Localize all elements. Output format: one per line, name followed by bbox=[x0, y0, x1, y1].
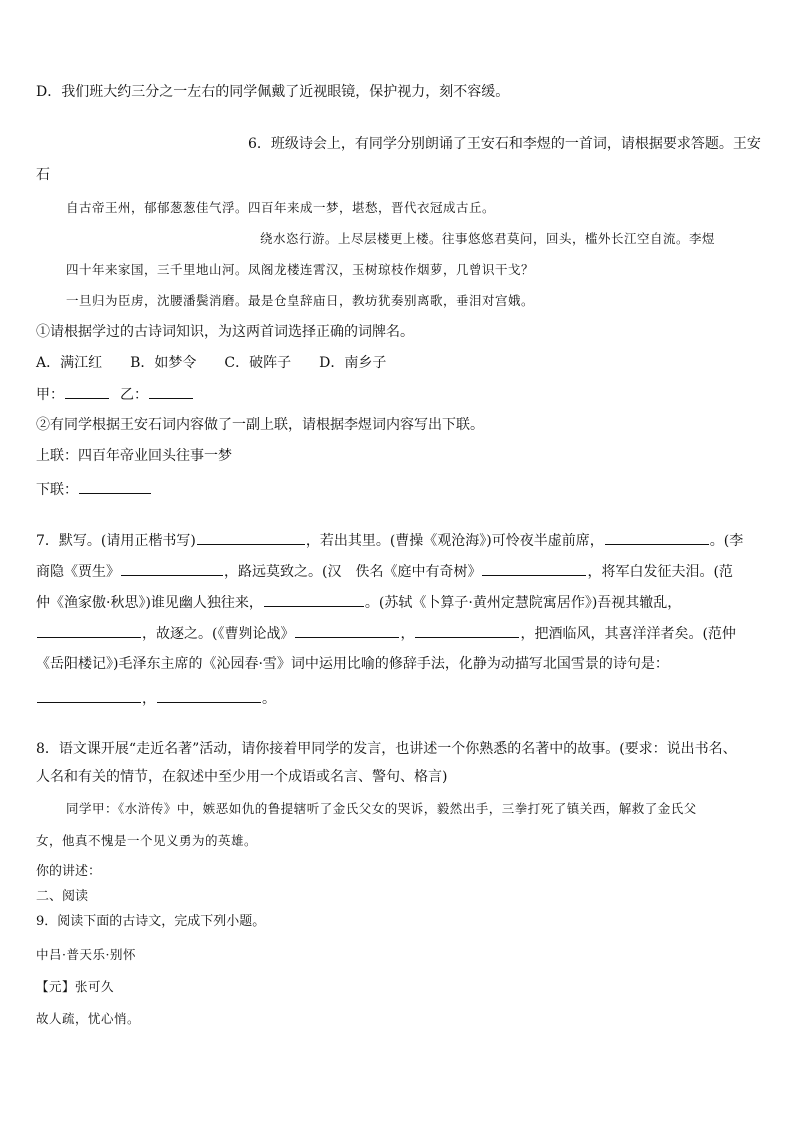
question-7-line-3 bbox=[36, 592, 681, 613]
question-6-stem-cont: 石 bbox=[36, 167, 50, 183]
q7-text-11: ，把酒临风，其喜洋洋者矣。(范仲 bbox=[520, 626, 736, 642]
poem-title: 中吕·普天乐·别怀 bbox=[36, 947, 136, 962]
student-speech: 同学甲：《水浒传》中，嫉恶如仇的鲁提辖听了金氏父女的哭诉，毅然出手，三拳打死了镇关西，解救了金氏父 bbox=[66, 801, 697, 816]
answer-yi bbox=[120, 384, 194, 405]
section-two-heading: 二、阅读 bbox=[36, 889, 89, 904]
question-8-stem: 8．语文课开展“走近名著”活动，请你接着甲同学的发言，也讲述一个你熟悉的名著中的故事。(要求：说出书名、 bbox=[36, 741, 737, 757]
q7-text-12: ， bbox=[142, 691, 156, 707]
option-d: D．我们班大约三分之一左右的同学佩戴了近视眼镜，保护视力，刻不容缓。 bbox=[36, 84, 510, 100]
question-9-stem: 9．阅读下面的古诗文，完成下列小题。 bbox=[36, 914, 266, 929]
q7-blank-3[interactable] bbox=[121, 561, 223, 576]
q7-text-4: 商隐《贾生》 bbox=[36, 564, 120, 580]
poem-first-line: 故人疏，忧心悄。 bbox=[36, 1011, 141, 1026]
q7-text-7: 仲《渔家傲·秋思》)谁见幽人独往来， bbox=[36, 595, 263, 611]
question-7-line-5: 《岳阳楼记》)毛泽东主席的《沁园春·雪》词中运用比喻的修辞手法，化静为动描写北国雪景的诗句是： bbox=[36, 656, 669, 672]
lower-couplet-label: 下联： bbox=[36, 482, 78, 498]
q7-text-3: 。(李 bbox=[709, 533, 744, 549]
upper-couplet: 上联：四百年帝业回头往事一梦 bbox=[36, 448, 232, 464]
q7-text-10: ， bbox=[400, 626, 415, 642]
question-6-part-2: ②有同学根据王安石词内容做了一副上联，请根据李煜词内容写出下联。 bbox=[36, 417, 484, 433]
q7-blank-2[interactable] bbox=[605, 530, 709, 545]
q7-blank-6[interactable] bbox=[37, 623, 141, 638]
q7-text-13: 。 bbox=[262, 691, 276, 707]
q7-blank-4[interactable] bbox=[482, 561, 586, 576]
question-7-line-6 bbox=[36, 688, 276, 709]
question-7-line-2 bbox=[36, 561, 733, 582]
q7-blank-7[interactable] bbox=[295, 623, 399, 638]
question-6-stem: 6．班级诗会上，有同学分别朗诵了王安石和李煜的一首词，请根据要求答题。王安 bbox=[248, 136, 761, 152]
answer-yi-label: 乙： bbox=[120, 387, 148, 403]
question-8-stem-cont: 人名和有关的情节，在叙述中至少用一个成语或名言、警句、格言) bbox=[36, 769, 448, 785]
student-speech-cont: 女，他真不愧是一个见义勇为的英雄。 bbox=[36, 833, 258, 848]
q7-text-1: 7．默写。(请用正楷书写) bbox=[36, 533, 196, 549]
poem-line-4: 一旦归为臣虏，沈腰潘鬓消磨。最是仓皇辞庙日，教坊犹奏别离歌，垂泪对宫娥。 bbox=[66, 293, 535, 308]
lower-couplet-blank[interactable] bbox=[79, 479, 151, 494]
answer-jia-blank[interactable] bbox=[65, 384, 109, 399]
q7-blank-10[interactable] bbox=[157, 688, 261, 703]
answer-jia bbox=[36, 384, 110, 405]
poem-line-3: 四十年来家国，三千里地山河。凤阁龙楼连霄汉，玉树琼枝作烟萝，几曾识干戈？ bbox=[66, 262, 535, 277]
poem-line-1: 自古帝王州，郁郁葱葱佳气浮。四百年来成一梦，堪愁，晋代衣冠成古丘。 bbox=[66, 200, 496, 215]
q7-text-9: ，故逐之。(《曹刿论战》 bbox=[142, 626, 295, 642]
question-6-part-1: ①请根据学过的古诗词知识，为这两首词选择正确的词牌名。 bbox=[36, 324, 414, 340]
q7-blank-8[interactable] bbox=[415, 623, 519, 638]
lower-couplet bbox=[36, 479, 152, 500]
answer-jia-label: 甲： bbox=[36, 387, 64, 403]
q7-blank-9[interactable] bbox=[37, 688, 141, 703]
q7-text-6: ，将军白发征夫泪。(范 bbox=[587, 564, 733, 580]
q7-text-8: 。(苏轼《卜算子·黄州定慧院寓居作》)吾视其辙乱， bbox=[364, 595, 682, 611]
question-7-line-1 bbox=[36, 530, 743, 551]
q7-blank-5[interactable] bbox=[264, 592, 364, 607]
options-line: A．满江红 B．如梦令 C．破阵子 D．南乡子 bbox=[36, 355, 387, 371]
poem-line-2: 绕水恣行游。上尽层楼更上楼。往事悠悠君莫问，回头，槛外长江空自流。李煜 bbox=[260, 231, 716, 246]
poem-author: 【元】张可久 bbox=[36, 979, 115, 994]
q7-text-2: ，若出其里。(曹操《观沧海》)可怜夜半虚前席， bbox=[305, 533, 604, 549]
q7-blank-1[interactable] bbox=[197, 530, 305, 545]
your-narration-label: 你的讲述： bbox=[36, 864, 102, 879]
q7-text-5: ，路远莫致之。(汉 佚名《庭中有奇树》 bbox=[224, 564, 482, 580]
question-7-line-4 bbox=[36, 623, 736, 644]
answer-yi-blank[interactable] bbox=[149, 384, 193, 399]
